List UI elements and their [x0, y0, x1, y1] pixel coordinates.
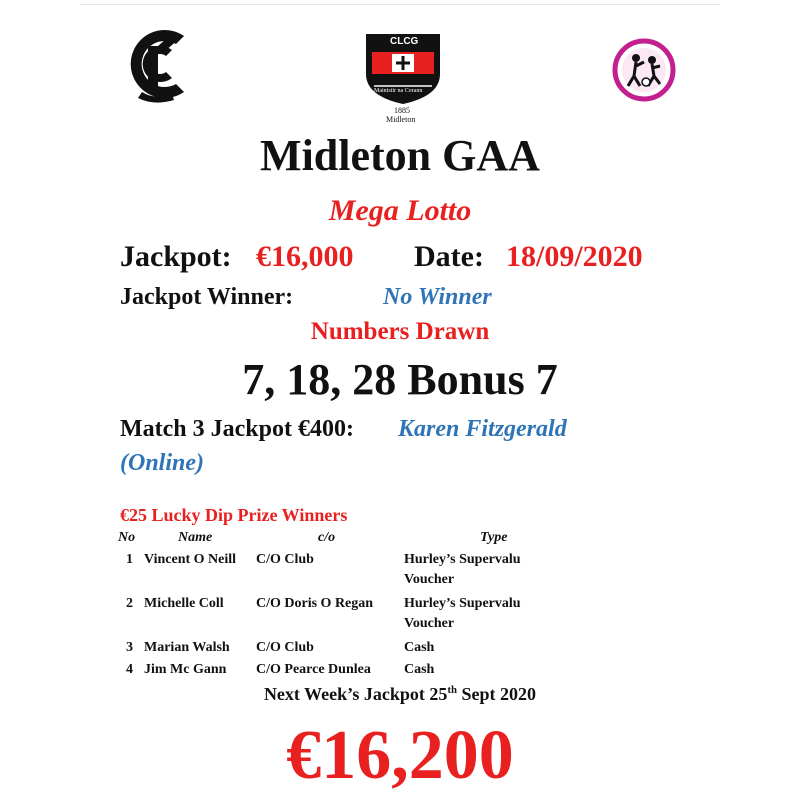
date-value: 18/09/2020 — [506, 240, 643, 273]
row-co: C/O Club — [256, 640, 314, 655]
top-divider — [80, 4, 720, 5]
match3-winner: Karen Fitzgerald — [398, 416, 567, 442]
row-name: Vincent O Neill — [144, 552, 237, 567]
next-week-label-date: Sept 2020 — [457, 684, 537, 704]
midleton-gaa-crest — [358, 30, 448, 126]
crest-top-text: CLCG — [390, 36, 419, 47]
winner-value: No Winner — [383, 284, 492, 310]
row-type: Hurley’s Supervalu — [404, 552, 521, 567]
row-no: 1 — [126, 552, 133, 567]
jackpot-label: Jackpot: — [120, 240, 232, 273]
winner-label: Jackpot Winner: — [120, 284, 294, 310]
club-title: Midleton GAA — [260, 131, 540, 180]
ladies-football-logo — [612, 36, 676, 104]
row-no: 3 — [126, 640, 133, 655]
col-header-type: Type — [480, 530, 508, 545]
crest-motto: Mainistir na Corann — [374, 88, 423, 94]
next-week-label — [0, 684, 800, 705]
row-type: Cash — [404, 640, 435, 655]
next-week-label-sup: th — [447, 684, 458, 696]
col-header-no: No — [118, 530, 136, 545]
row-type-cont: Voucher — [404, 572, 455, 587]
col-header-co: c/o — [318, 530, 336, 545]
numbers-label: Numbers Drawn — [310, 318, 490, 345]
match3-note: (Online) — [120, 450, 204, 476]
lucky-dip-title: €25 Lucky Dip Prize Winners — [120, 505, 348, 525]
row-type-cont: Voucher — [404, 616, 455, 631]
crest-year: 1885 — [394, 106, 410, 115]
numbers-drawn: 7, 18, 28 Bonus 7 — [242, 355, 558, 404]
next-week-label-text: Next Week’s Jackpot 25 — [263, 684, 448, 704]
row-co: C/O Doris O Regan — [256, 596, 374, 611]
row-name: Marian Walsh — [144, 640, 230, 655]
row-co: C/O Pearce Dunlea — [256, 662, 371, 677]
row-no: 4 — [126, 662, 133, 677]
crest-place: Midleton — [386, 115, 416, 124]
next-week-amount: €16,200 — [286, 717, 514, 794]
row-type: Cash — [404, 662, 435, 677]
date-label: Date: — [414, 240, 484, 273]
match3-label: Match 3 Jackpot €400: — [120, 416, 354, 442]
camogie-logo — [114, 22, 200, 106]
row-co: C/O Club — [256, 552, 314, 567]
col-header-name: Name — [178, 530, 213, 545]
lotto-name: Mega Lotto — [328, 194, 472, 227]
row-no: 2 — [126, 596, 133, 611]
row-name: Michelle Coll — [144, 596, 224, 611]
jackpot-value: €16,000 — [256, 240, 354, 273]
row-name: Jim Mc Gann — [144, 662, 227, 677]
row-type: Hurley’s Supervalu — [404, 596, 521, 611]
